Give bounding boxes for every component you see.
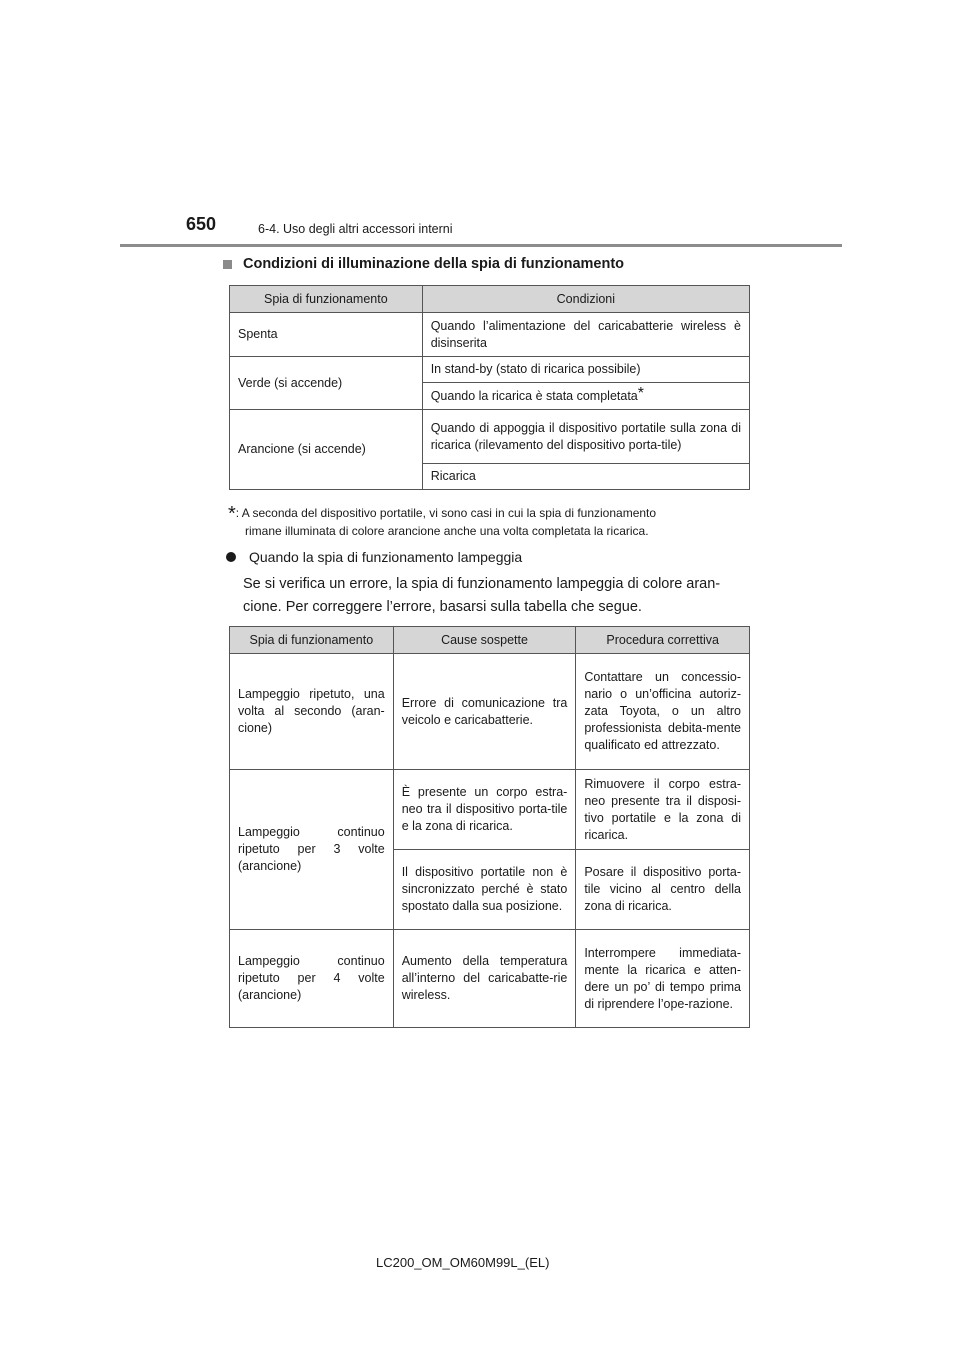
column-header: Condizioni [422, 286, 749, 313]
section-heading [223, 256, 624, 272]
procedure-cell: Interrompere immediata-mente la ricarica e atten-dere un po’ di tempo prima di riprendere l’ope-razione. [576, 930, 750, 1028]
footnote-line-1: : A seconda del dispositivo portatile, vi sono casi in cui la spia di funzionamento [235, 506, 657, 520]
table-row [230, 357, 750, 383]
section-reference: 6-4. Uso degli altri accessori interni [258, 222, 453, 236]
header-rule [120, 244, 842, 247]
paragraph-line: Se si verifica un errore, la spia di funzionamento lampeggia di colore aran- [243, 576, 721, 592]
indicator-cell: Lampeggio ripetuto, una volta al secondo (aran-cione) [230, 654, 394, 770]
procedure-cell: Contattare un concessio-nario o un’officina autoriz-zata Toyota, o un altro professionista debita-mente qualificato ed attrezzato. [576, 654, 750, 770]
indicator-cell: Verde (si accende) [230, 357, 423, 410]
column-header: Spia di funzionamento [230, 286, 423, 313]
condition-cell: Quando di appoggia il dispositivo portatile sulla zona di ricarica (rilevamento del dispositivo porta-tile) [422, 410, 749, 464]
table-row [230, 313, 750, 357]
footnote-star: * [228, 503, 236, 525]
table-header-row [230, 627, 750, 654]
bullet-dot-icon [226, 552, 236, 562]
condition-cell: In stand-by (stato di ricarica possibile) [422, 357, 749, 383]
blinking-table [229, 626, 750, 1028]
cause-cell: È presente un corpo estra-neo tra il dispositivo porta-tile e la zona di ricarica. [393, 770, 576, 850]
column-header: Cause sospette [393, 627, 576, 654]
footnote [228, 505, 748, 540]
indicator-cell: Lampeggio continuo ripetuto per 3 volte (arancione) [230, 770, 394, 930]
illumination-table [229, 285, 750, 490]
instruction-paragraph [243, 573, 750, 619]
paragraph-line: cione. Per correggere l’errore, basarsi sulla tabella che segue. [243, 599, 642, 615]
condition-cell: Quando l’alimentazione del caricabatterie wireless è disinserita [422, 313, 749, 357]
square-bullet-icon [223, 260, 232, 269]
indicator-cell: Lampeggio continuo ripetuto per 4 volte (arancione) [230, 930, 394, 1028]
page-number: 650 [186, 214, 217, 234]
table-row [230, 770, 750, 850]
table-row [230, 410, 750, 464]
footnote-marker: * [637, 384, 644, 402]
document-code: LC200_OM_OM60M99L_(EL) [376, 1255, 550, 1270]
indicator-cell: Arancione (si accende) [230, 410, 423, 490]
section-heading-text: Condizioni di illuminazione della spia di funzionamento [243, 256, 625, 272]
indicator-cell: Spenta [230, 313, 423, 357]
procedure-cell: Posare il dispositivo porta-tile vicino al centro della zona di ricarica. [576, 850, 750, 930]
subsection-heading-text: Quando la spia di funzionamento lampeggia [249, 549, 523, 565]
condition-cell: Ricarica [422, 464, 749, 490]
condition-text: Quando la ricarica è stata completata [430, 388, 638, 403]
column-header: Spia di funzionamento [230, 627, 394, 654]
cause-cell: Aumento della temperatura all’interno del caricabatte-rie wireless. [393, 930, 576, 1028]
footnote-line-2: rimane illuminata di colore arancione anche una volta completata la ricarica. [245, 524, 649, 538]
cause-cell: Errore di comunicazione tra veicolo e caricabatterie. [393, 654, 576, 770]
table-header-row [230, 286, 750, 313]
procedure-cell: Rimuovere il corpo estra-neo presente tra il disposi-tivo portatile e la zona di ricarica. [576, 770, 750, 850]
table-row [230, 930, 750, 1028]
subsection-heading [226, 549, 522, 565]
condition-cell [422, 383, 749, 410]
cause-cell: Il dispositivo portatile non è sincronizzato perché è stato spostato dalla sua posizione. [393, 850, 576, 930]
table-row [230, 654, 750, 770]
column-header: Procedura correttiva [576, 627, 750, 654]
